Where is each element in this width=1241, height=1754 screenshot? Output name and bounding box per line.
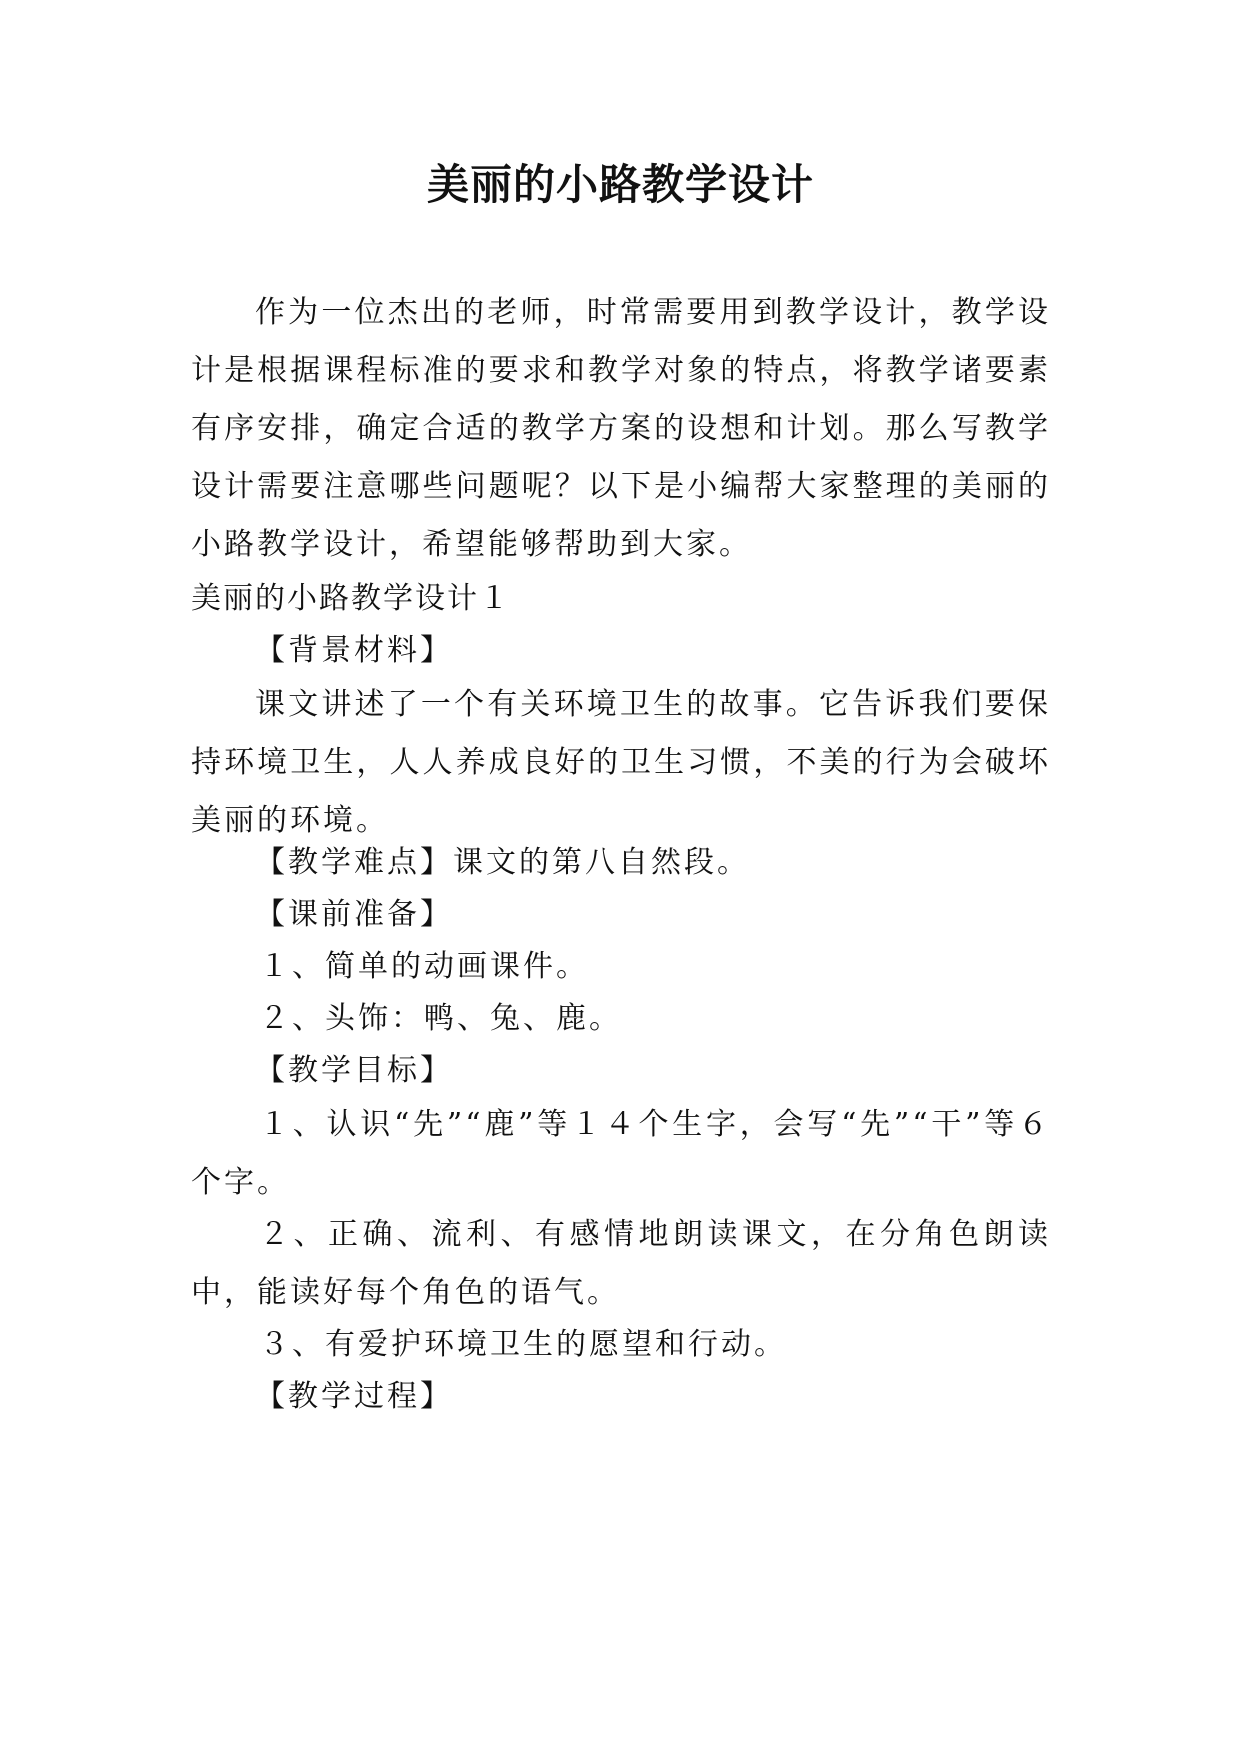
difficulty-line: 【教学难点】课文的第八自然段。 — [255, 845, 750, 880]
background-paragraph: 课文讲述了一个有关环境卫生的故事。它告诉我们要保持环境卫生，人人养成良好的卫生习惯，不美的行为会破坏美丽的环境。 — [191, 687, 1051, 838]
goals-heading: 【教学目标】 — [255, 1053, 453, 1088]
background-heading: 【背景材料】 — [255, 633, 453, 668]
document-title: 美丽的小路教学设计 — [426, 160, 814, 209]
process-heading: 【教学过程】 — [255, 1379, 453, 1414]
intro-paragraph: 作为一位杰出的老师，时常需要用到教学设计，教学设计是根据课程标准的要求和教学对象的特点，将教学诸要素有序安排，确定合适的教学方案的设想和计划。那么写教学设计需要注意哪些问题呢？以下是小编帮大家整理的美丽的小路教学设计，希望能够帮助到大家。 — [191, 295, 1051, 562]
preparation-item-2: ２、头饰：鸭、兔、鹿。 — [259, 1001, 622, 1036]
goals-item-3: ３、有爱护环境卫生的愿望和行动。 — [259, 1327, 787, 1362]
goals-item-2: ２、正确、流利、有感情地朗读课文，在分角色朗读中，能读好每个角色的语气。 — [191, 1217, 1051, 1310]
section-heading: 美丽的小路教学设计１ — [191, 581, 511, 616]
preparation-heading: 【课前准备】 — [255, 897, 453, 932]
goals-item-1: １、认识“先”“鹿”等１４个生字，会写“先”“干”等６个字。 — [191, 1107, 1051, 1200]
preparation-item-1: １、简单的动画课件。 — [259, 949, 589, 984]
